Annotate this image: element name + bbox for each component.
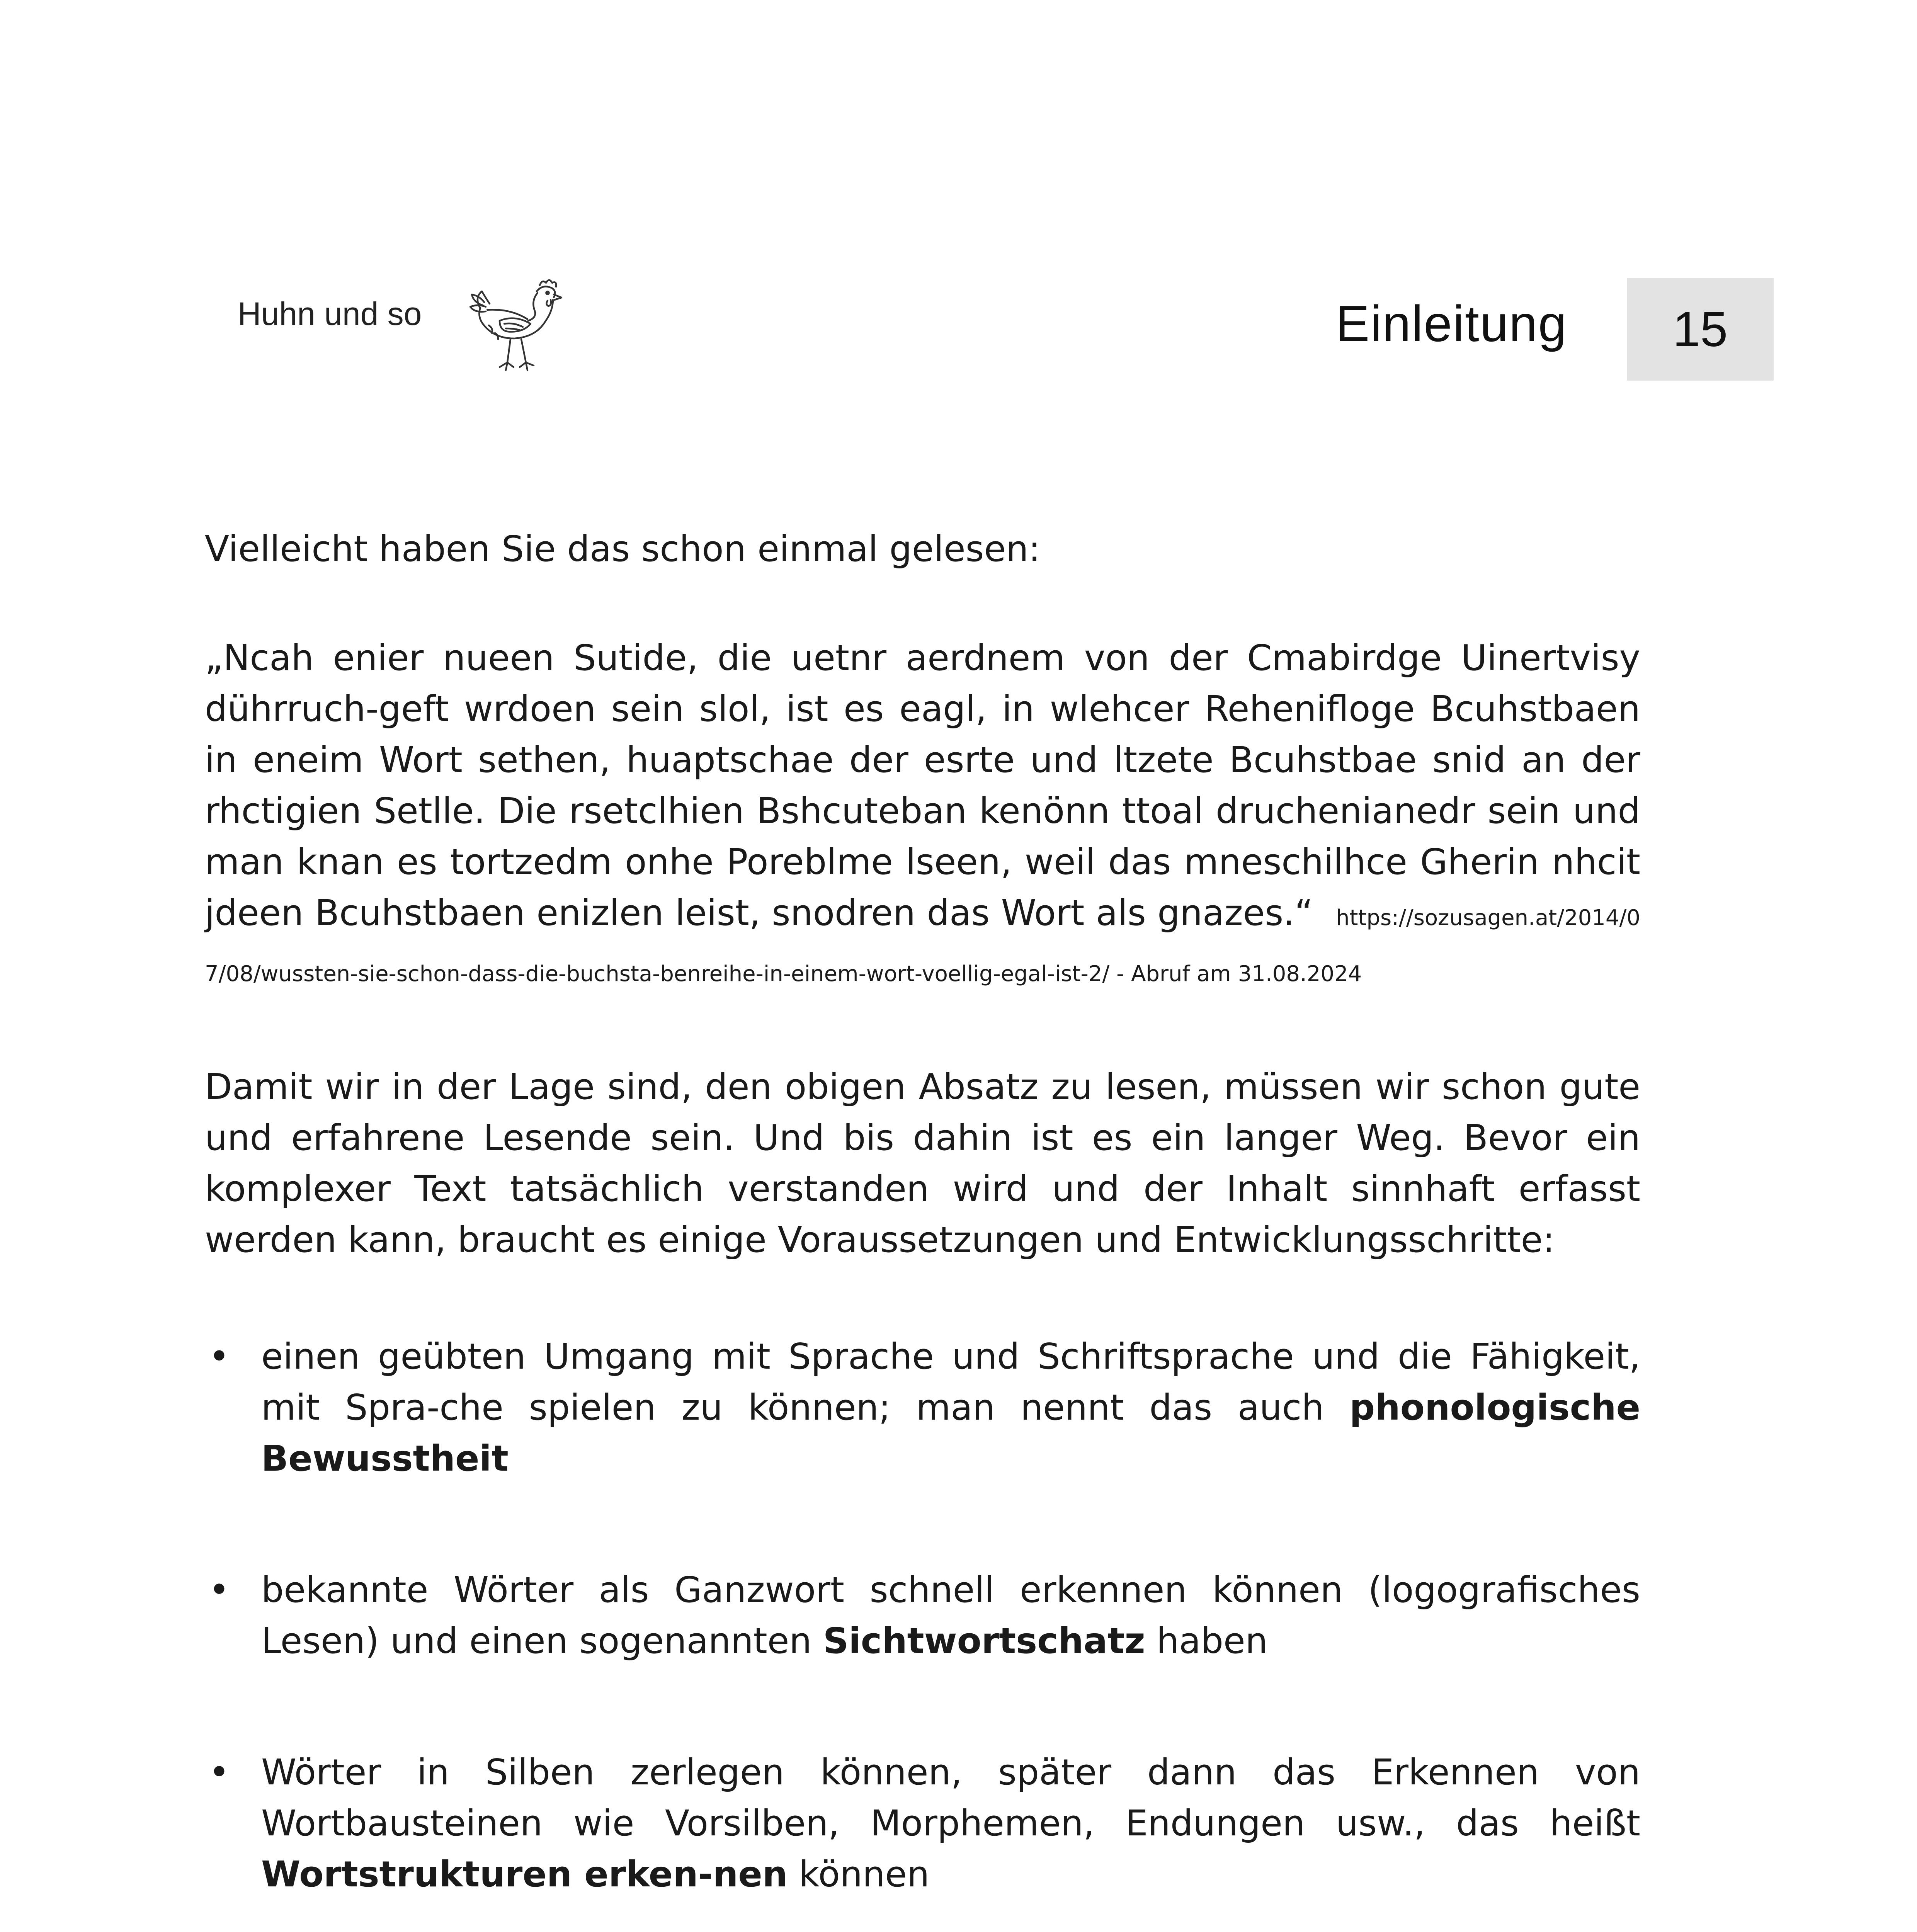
bullet-icon: • <box>209 1752 230 1793</box>
quote-text: „Ncah enier nueen Sutide, die uetnr aerdnem von der Cmabirdge Uinertvisy dührruch-geft wrdoen sein slol, ist es eagl, in wlehcer Reheniflоge Bcuhstbaen in eneim Wort sethen, huaptschae der esrte und ltzete Bcuhstbae snid an der rhctigien Setlle. Die rsetclhien Bshcuteban kenönn ttoal druchenianedr sein und man knan es tortzedm onhe Poreblme lseen, weil das mneschilhce Gherin nhcit jdeen Bcuhstbaen enizlen leist, snodren das Wort als gnazes.“ <box>205 637 1640 934</box>
header-brand: Huhn und so <box>238 296 422 332</box>
quote-paragraph <box>205 633 1640 1000</box>
list-item <box>205 1331 1640 1484</box>
page-content <box>205 524 1640 1932</box>
bullet-icon: • <box>209 1569 230 1611</box>
skills-list <box>205 1331 1640 1932</box>
list-item-text-after: haben <box>1145 1620 1268 1662</box>
quote-source: https://sozusagen.at/2014/07/08/wussten-sie-schon-dass-die-buchsta-benreihe-in-einem-wort-voellig-egal-ist-2/ - Abruf am 31.08.2024 <box>205 905 1640 986</box>
list-item-text: Wörter in Silben zerlegen können, später dann das Erkennen von Wortbausteinen wie Vorsilben, Morphemen, Endungen usw., das heißt <box>261 1752 1640 1844</box>
chicken-icon <box>466 274 566 379</box>
list-item-text-after: können <box>788 1854 930 1895</box>
page-number-box <box>1627 278 1774 381</box>
list-item <box>205 1747 1640 1900</box>
list-item-text: bekannte Wörter als Ganzwort schnell erkennen können (logografisches Lesen) und einen sogenannten <box>261 1569 1640 1662</box>
bullet-icon: • <box>209 1336 230 1377</box>
list-item-keyword: phonologische Bewusstheit <box>261 1387 1640 1479</box>
list-item-keyword: Sichtwortschatz <box>823 1620 1145 1662</box>
intro-paragraph: Vielleicht haben Sie das schon einmal gelesen: <box>205 528 1041 570</box>
list-item <box>205 1565 1640 1667</box>
list-item-text: einen geübten Umgang mit Sprache und Schriftsprache und die Fähigkeit, mit Spra-che spielen zu können; man nennt das auch <box>261 1336 1640 1428</box>
section-title: Einleitung <box>1335 295 1567 352</box>
list-item-keyword: Wortstrukturen erken-nen <box>261 1854 788 1895</box>
damit-paragraph: Damit wir in der Lage sind, den obigen Absatz zu lesen, müssen wir schon gute und erfahrene Lesende sein. Und bis dahin ist es ein langer Weg. Bevor ein komplexer Text tatsächlich verstanden wird und der Inhalt sinnhaft erfasst werden kann, braucht es einige Voraussetzungen und Entwicklungsschritte: <box>205 1066 1640 1260</box>
page-number: 15 <box>1672 302 1728 357</box>
